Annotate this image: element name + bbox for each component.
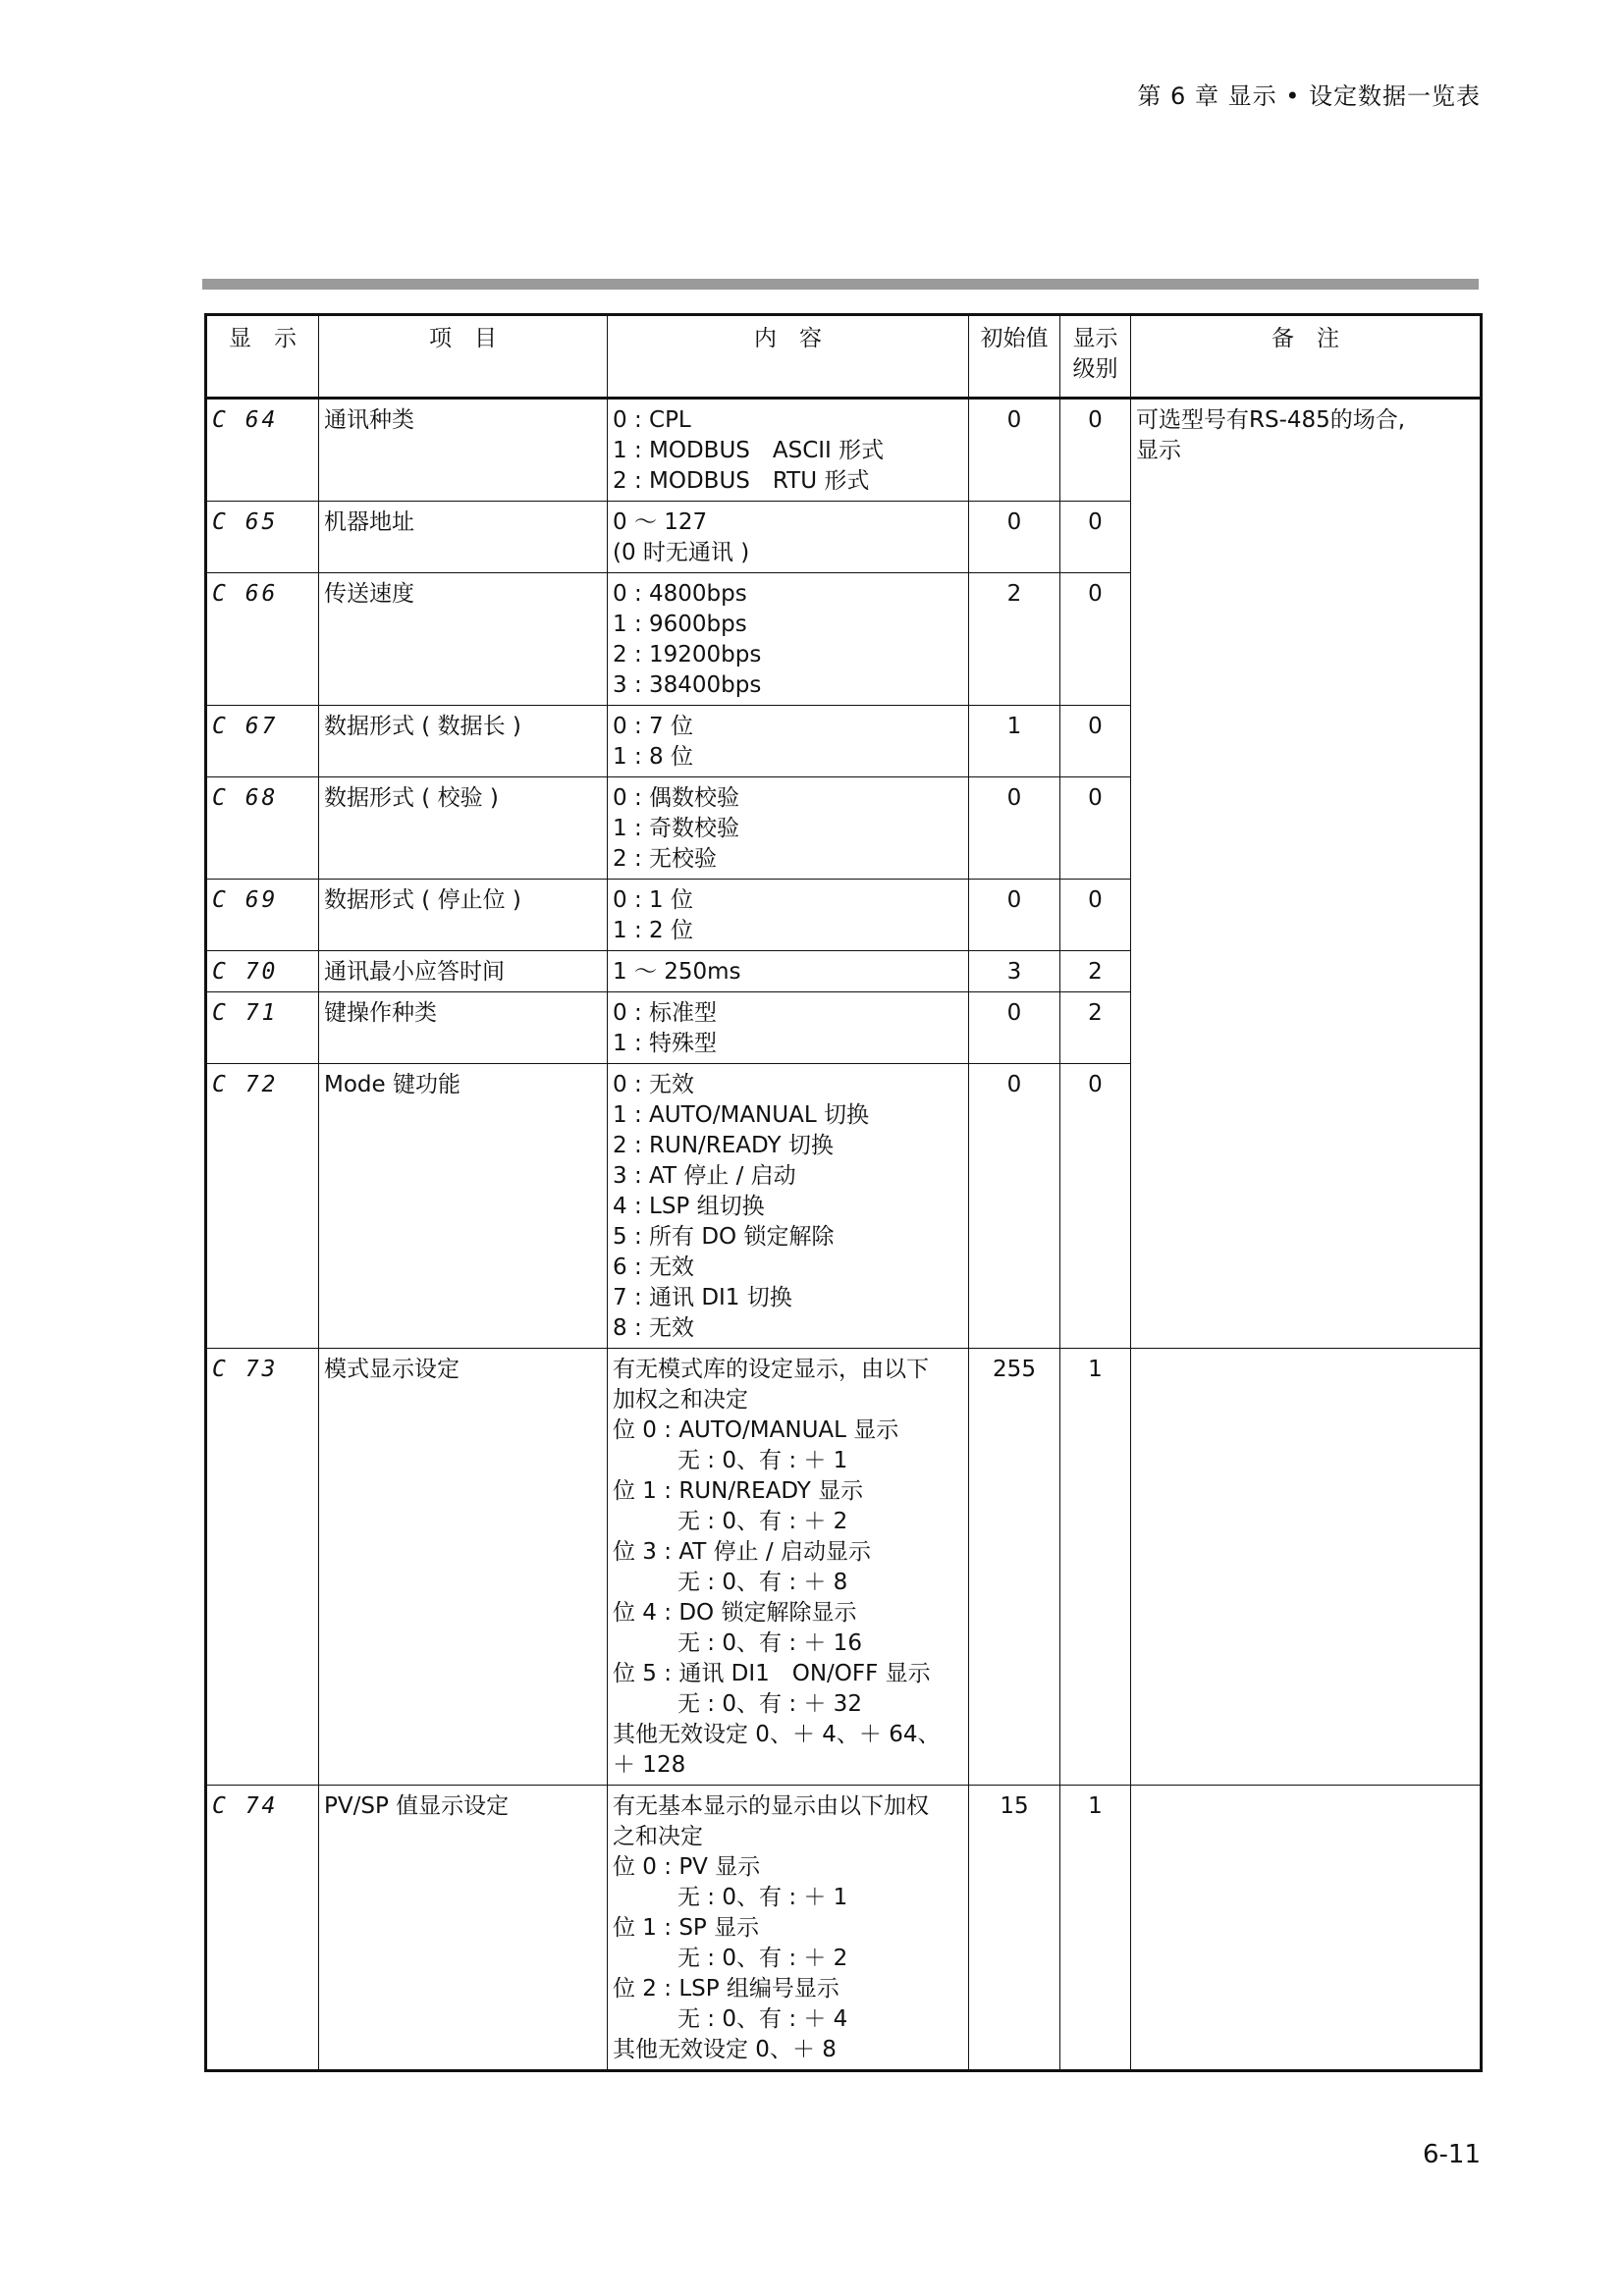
content-line: 位 1 : RUN/READY 显示 (613, 1478, 864, 1504)
content-line: 6 : 无效 (613, 1255, 695, 1280)
cell-level: 2 (1060, 992, 1131, 1064)
cell-initial: 255 (969, 1349, 1060, 1786)
content-line: 2 : MODBUS RTU 形式 (613, 468, 870, 494)
header-item: 项 目 (319, 315, 608, 399)
content-line: 2 : 无校验 (613, 846, 718, 872)
cell-initial: 0 (969, 399, 1060, 502)
content-line: 7 : 通讯 DI1 切换 (613, 1285, 792, 1310)
page-number: 6-11 (1422, 2140, 1481, 2169)
content-line: 位 0 : PV 显示 (613, 1854, 761, 1880)
chapter-header: 第 6 章 显示 • 设定数据一览表 (1137, 82, 1481, 110)
cell-display: C 72 (206, 1064, 319, 1349)
cell-content (608, 1349, 969, 1786)
content-line: 0 : CPL (613, 407, 691, 433)
cell-item: 数据形式 ( 校验 ) (319, 777, 608, 880)
cell-item: 键操作种类 (319, 992, 608, 1064)
content-line: 2 : RUN/READY 切换 (613, 1133, 834, 1158)
cell-display: C 66 (206, 573, 319, 706)
cell-content (608, 502, 969, 573)
content-line: 0 ～ 127 (613, 509, 708, 535)
cell-item: 模式显示设定 (319, 1349, 608, 1786)
content-line: 位 4 : DO 锁定解除显示 (613, 1600, 857, 1626)
content-line: 8 : 无效 (613, 1315, 695, 1341)
content-line: 无 : 0、有 : ＋ 4 (677, 2006, 848, 2032)
cell-initial: 2 (969, 573, 1060, 706)
header-remarks: 备 注 (1131, 315, 1482, 399)
content-line: 0 : 1 位 (613, 887, 693, 913)
cell-item: 传送速度 (319, 573, 608, 706)
cell-display: C 71 (206, 992, 319, 1064)
content-line: 0 : 偶数校验 (613, 785, 740, 811)
cell-remark (1131, 1349, 1482, 1786)
content-line: 1 : 特殊型 (613, 1031, 718, 1056)
cell-content (608, 1064, 969, 1349)
table-header-row (206, 315, 1482, 399)
content-line: 无 : 0、有 : ＋ 32 (677, 1691, 862, 1717)
header-level-line2: 级别 (1072, 356, 1118, 382)
cell-initial: 1 (969, 706, 1060, 777)
content-line: 1 : 奇数校验 (613, 816, 740, 841)
cell-item: 通讯最小应答时间 (319, 951, 608, 992)
header-initial: 初始值 (969, 315, 1060, 399)
cell-initial: 0 (969, 992, 1060, 1064)
table-row (206, 1349, 1482, 1786)
content-line: 3 : 38400bps (613, 672, 762, 698)
table-row (206, 399, 1482, 502)
cell-content (608, 992, 969, 1064)
cell-level: 1 (1060, 1786, 1131, 2071)
cell-display: C 65 (206, 502, 319, 573)
table-row (206, 1786, 1482, 2071)
cell-display: C 74 (206, 1786, 319, 2071)
cell-item: 数据形式 ( 数据长 ) (319, 706, 608, 777)
content-line: 无 : 0、有 : ＋ 1 (677, 1448, 848, 1473)
content-line: ＋ 128 (613, 1752, 686, 1778)
cell-initial: 0 (969, 1064, 1060, 1349)
cell-display: C 67 (206, 706, 319, 777)
content-line: 位 1 : SP 显示 (613, 1915, 760, 1941)
cell-content (608, 1786, 969, 2071)
content-line: 3 : AT 停止 / 启动 (613, 1163, 796, 1189)
cell-level: 2 (1060, 951, 1131, 992)
content-line: 有无模式库的设定显示，由以下 (613, 1357, 929, 1382)
content-line: 无 : 0、有 : ＋ 2 (677, 1946, 848, 1971)
cell-remark (1131, 1786, 1482, 2071)
content-line: 无 : 0、有 : ＋ 8 (677, 1570, 848, 1595)
content-line: 位 3 : AT 停止 / 启动显示 (613, 1539, 871, 1565)
remark-line: 显示 (1136, 438, 1181, 463)
content-line: 0 : 7 位 (613, 714, 693, 739)
cell-level: 0 (1060, 399, 1131, 502)
content-line: 2 : 19200bps (613, 642, 762, 667)
cell-initial: 0 (969, 502, 1060, 573)
header-level-line1: 显示 (1072, 326, 1118, 351)
cell-content (608, 706, 969, 777)
content-line: 1 : 2 位 (613, 918, 693, 943)
content-line: 1 : 9600bps (613, 612, 747, 637)
cell-content (608, 880, 969, 951)
content-line: 0 : 标准型 (613, 1000, 718, 1026)
settings-table (204, 313, 1483, 2072)
content-line: (0 时无通讯 ) (613, 540, 750, 565)
cell-content (608, 399, 969, 502)
content-line: 0 : 无效 (613, 1072, 695, 1097)
cell-item: PV/SP 值显示设定 (319, 1786, 608, 2071)
cell-initial: 15 (969, 1786, 1060, 2071)
header-display: 显 示 (206, 315, 319, 399)
content-line: 其他无效设定 0、＋ 8 (613, 2037, 837, 2062)
content-line: 位 0 : AUTO/MANUAL 显示 (613, 1417, 899, 1443)
content-line: 之和决定 (613, 1824, 703, 1849)
content-line: 1 : MODBUS ASCII 形式 (613, 438, 885, 463)
header-level (1060, 315, 1131, 399)
cell-level: 0 (1060, 706, 1131, 777)
cell-level: 1 (1060, 1349, 1131, 1786)
cell-remark (1131, 399, 1482, 1349)
content-line: 位 2 : LSP 组编号显示 (613, 1976, 839, 2002)
cell-item: 机器地址 (319, 502, 608, 573)
content-line: 加权之和决定 (613, 1387, 748, 1413)
cell-display: C 68 (206, 777, 319, 880)
cell-item: Mode 键功能 (319, 1064, 608, 1349)
cell-display: C 73 (206, 1349, 319, 1786)
cell-display: C 64 (206, 399, 319, 502)
content-line: 0 : 4800bps (613, 581, 747, 607)
table-body (206, 399, 1482, 2071)
remark-line: 可选型号有RS-485的场合, (1136, 407, 1406, 433)
content-line: 其他无效设定 0、＋ 4、＋ 64、 (613, 1722, 941, 1747)
header-rule (202, 279, 1479, 290)
cell-display: C 70 (206, 951, 319, 992)
cell-display: C 69 (206, 880, 319, 951)
content-line: 有无基本显示的显示由以下加权 (613, 1793, 929, 1819)
cell-level: 0 (1060, 573, 1131, 706)
cell-initial: 0 (969, 880, 1060, 951)
cell-item: 数据形式 ( 停止位 ) (319, 880, 608, 951)
cell-level: 0 (1060, 777, 1131, 880)
content-line: 1 : AUTO/MANUAL 切换 (613, 1102, 869, 1128)
content-line: 1 : 8 位 (613, 744, 693, 770)
cell-level: 0 (1060, 1064, 1131, 1349)
cell-level: 0 (1060, 880, 1131, 951)
cell-level: 0 (1060, 502, 1131, 573)
content-line: 无 : 0、有 : ＋ 1 (677, 1885, 848, 1910)
content-line: 位 5 : 通讯 DI1 ON/OFF 显示 (613, 1661, 931, 1686)
cell-content (608, 573, 969, 706)
content-line: 无 : 0、有 : ＋ 16 (677, 1630, 862, 1656)
cell-content (608, 951, 969, 992)
content-line: 无 : 0、有 : ＋ 2 (677, 1509, 848, 1534)
cell-initial: 3 (969, 951, 1060, 992)
content-line: 5 : 所有 DO 锁定解除 (613, 1224, 835, 1250)
content-line: 1 ～ 250ms (613, 959, 741, 985)
header-content: 内 容 (608, 315, 969, 399)
cell-content (608, 777, 969, 880)
content-line: 4 : LSP 组切换 (613, 1194, 765, 1219)
cell-initial: 0 (969, 777, 1060, 880)
cell-item: 通讯种类 (319, 399, 608, 502)
